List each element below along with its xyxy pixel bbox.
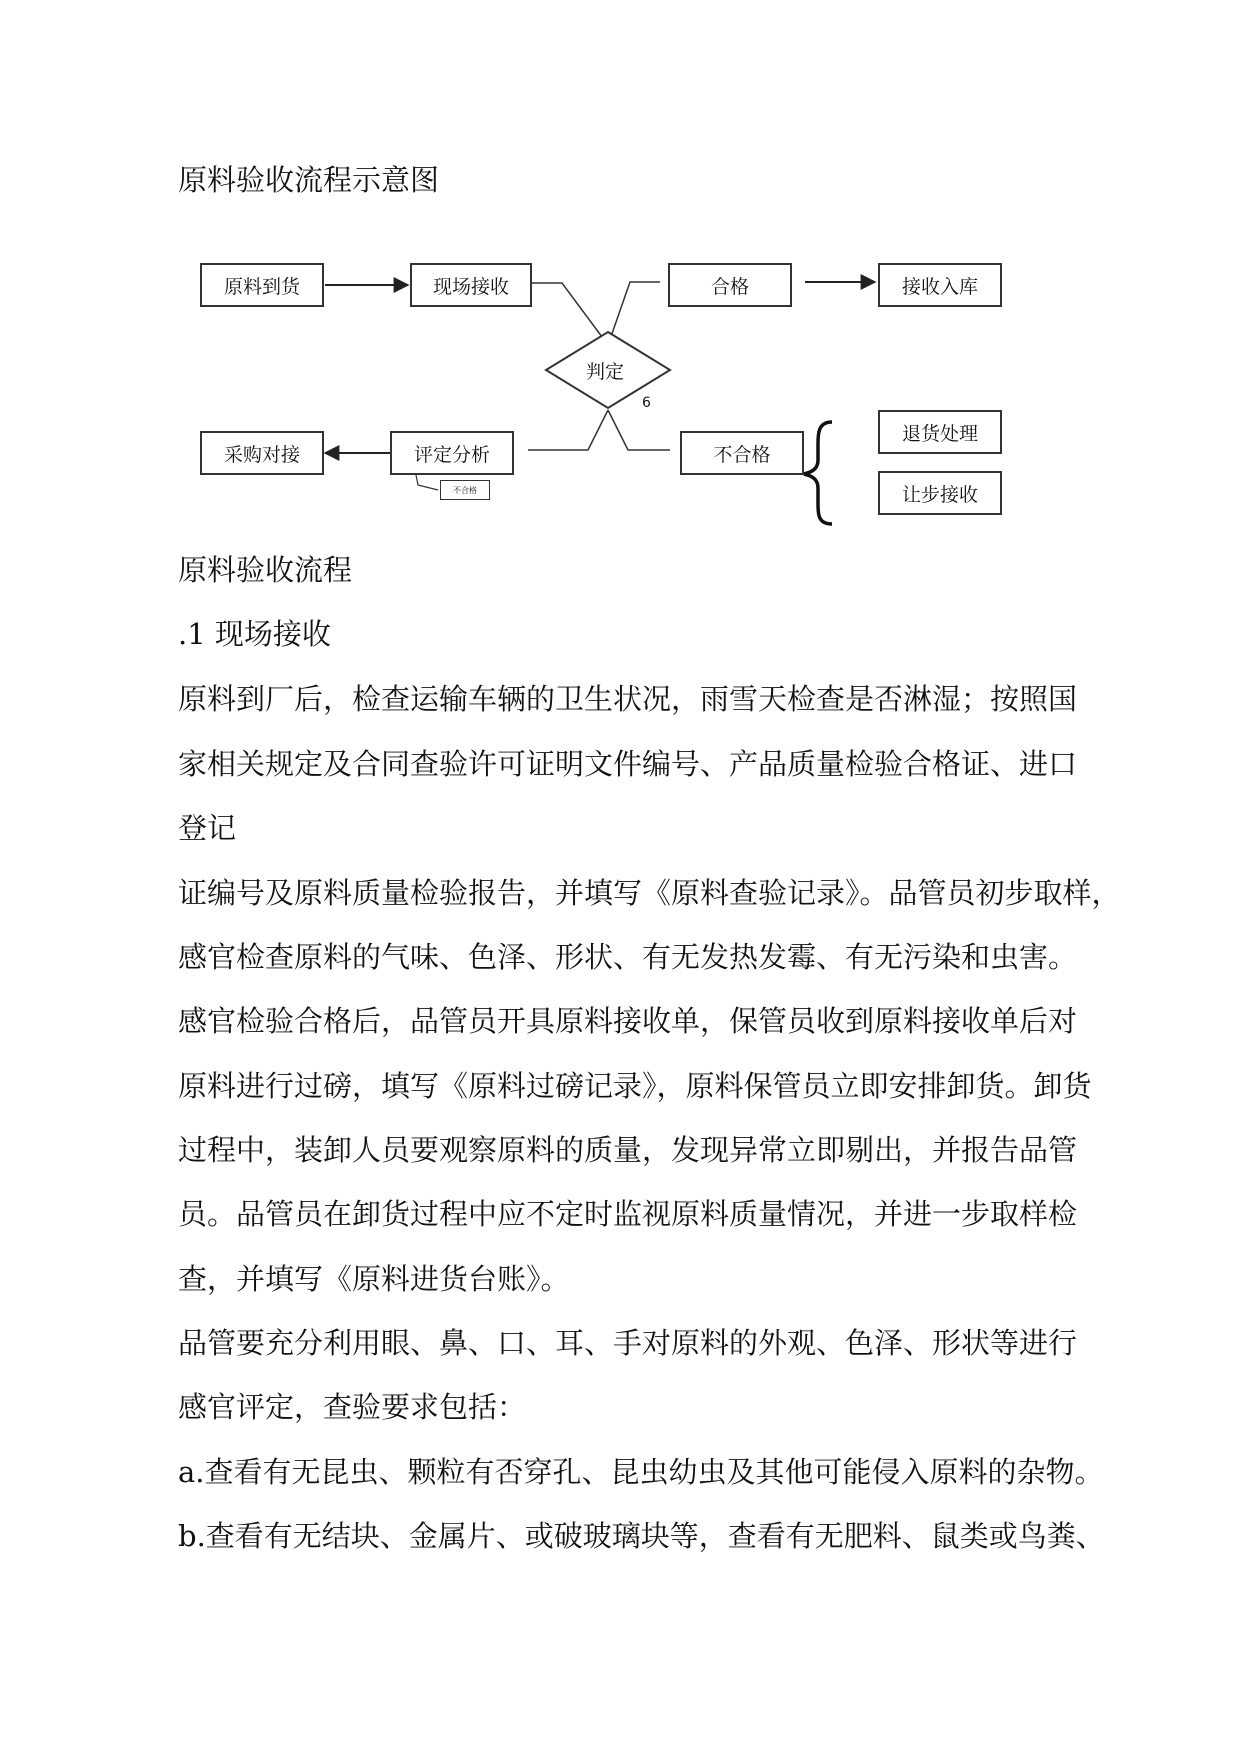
connector-judge-to-pass bbox=[608, 282, 660, 345]
purchase-node: 采购对接 bbox=[200, 431, 324, 475]
store-node: 接收入库 bbox=[878, 263, 1002, 307]
text-line: 品管要充分利用眼、鼻、口、耳、手对原料的外观、色泽、形状等进行 bbox=[178, 1326, 1078, 1360]
text-line: 家相关规定及合同查验许可证明文件编号、产品质量检验合格证、进口 bbox=[178, 747, 1078, 781]
connector-receipt-to-judge bbox=[530, 283, 608, 345]
text-line: 感官检验合格后，品管员开具原料接收单，保管员收到原料接收单后对 bbox=[178, 1004, 1078, 1038]
text-line: 员。品管员在卸货过程中应不定时监视原料质量情况，并进一步取样检 bbox=[178, 1197, 1078, 1231]
on-site-receipt-node: 现场接收 bbox=[410, 263, 532, 307]
connector-judge-to-fail bbox=[608, 410, 670, 450]
text-line: 感官评定，查验要求包括： bbox=[178, 1390, 527, 1424]
text-line: 证编号及原料质量检验报告，并填写《原料查验记录》。品管员初步取样， bbox=[178, 876, 1121, 910]
concession-node: 让步接收 bbox=[878, 471, 1002, 515]
judge-label: 判定 bbox=[586, 361, 625, 383]
text-line: b.查看有无结块、金属片、或破玻璃块等，查看有无肥料、鼠类或鸟粪、 bbox=[178, 1519, 1105, 1553]
flow-diagram bbox=[190, 250, 1020, 530]
subsection-title: .1 现场接收 bbox=[178, 617, 331, 651]
fail-node: 不合格 bbox=[680, 431, 804, 475]
curly-brace bbox=[804, 422, 832, 524]
analysis-note-box: 不合格 bbox=[440, 480, 490, 500]
text-line: 原料进行过磅，填写《原料过磅记录》，原料保管员立即安排卸货。卸货 bbox=[178, 1069, 1092, 1103]
text-line: 登记 bbox=[178, 811, 237, 845]
text-line: 过程中，装卸人员要观察原料的质量，发现异常立即剔出，并报告品管 bbox=[178, 1133, 1078, 1167]
section-title: 原料验收流程 bbox=[178, 553, 353, 587]
page-title: 原料验收流程示意图 bbox=[178, 163, 440, 197]
connector-judge-to-analysis bbox=[528, 410, 608, 450]
text-line: 查，并填写《原料进货台账》。 bbox=[178, 1262, 570, 1296]
return-node: 退货处理 bbox=[878, 410, 1002, 454]
text-line: a.查看有无昆虫、颗粒有否穿孔、昆虫幼虫及其他可能侵入原料的杂物。 bbox=[178, 1455, 1104, 1489]
judge-number: 6 bbox=[642, 395, 651, 411]
text-line: 原料到厂后，检查运输车辆的卫生状况，雨雪天检查是否淋湿；按照国 bbox=[178, 682, 1078, 716]
raw-arrival-node: 原料到货 bbox=[200, 263, 324, 307]
text-line: 感官检查原料的气味、色泽、形状、有无发热发霉、有无污染和虫害。 bbox=[178, 940, 1078, 974]
analysis-node: 评定分析 bbox=[390, 431, 514, 475]
pass-node: 合格 bbox=[668, 263, 792, 307]
